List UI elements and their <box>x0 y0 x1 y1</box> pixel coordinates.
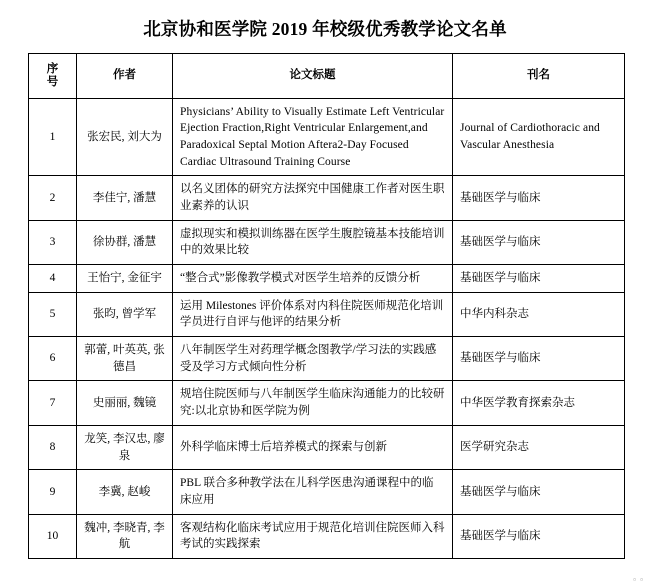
cell-index: 1 <box>29 98 77 176</box>
cell-author: 张宏民, 刘大为 <box>77 98 173 176</box>
cell-journal: 医学研究杂志 <box>453 425 625 469</box>
cell-author: 龙笑, 李汉忠, 廖泉 <box>77 425 173 469</box>
cell-index: 4 <box>29 265 77 293</box>
cell-paper-title: “整合式”影像教学模式对医学生培养的反馈分析 <box>173 265 453 293</box>
cell-author: 王怡宁, 金征宇 <box>77 265 173 293</box>
table-header <box>29 53 625 98</box>
column-header-index-line1: 序 <box>46 62 59 75</box>
cell-journal: 中华内科杂志 <box>453 292 625 336</box>
cell-paper-title: PBL 联合多种教学法在儿科学医患沟通课程中的临床应用 <box>173 470 453 514</box>
table-row <box>29 98 625 176</box>
cell-index: 5 <box>29 292 77 336</box>
cell-index: 6 <box>29 337 77 381</box>
cell-paper-title: Physicians’ Ability to Visually Estimate Left Ventricular Ejection Fraction,Right Ventricular Enlargement,and Paradoxical Septal Motion Aftera2-Day Focused Cardiac Ultrasound Training Course <box>173 98 453 176</box>
cell-index: 9 <box>29 470 77 514</box>
cell-index: 8 <box>29 425 77 469</box>
cell-journal: 基础医学与临床 <box>453 470 625 514</box>
cell-paper-title: 规培住院医师与八年制医学生临床沟通能力的比较研究:以北京协和医学院为例 <box>173 381 453 425</box>
cell-index: 10 <box>29 514 77 558</box>
table-row <box>29 381 625 425</box>
cell-author: 徐协群, 潘慧 <box>77 220 173 264</box>
column-header-index <box>29 53 77 98</box>
cell-journal: 基础医学与临床 <box>453 176 625 220</box>
cell-journal: 中华医学教育探索杂志 <box>453 381 625 425</box>
column-header-index-line2: 号 <box>46 75 59 88</box>
cell-journal: 基础医学与临床 <box>453 337 625 381</box>
cell-author: 史丽丽, 魏镜 <box>77 381 173 425</box>
cell-paper-title: 虚拟现实和模拟训练器在医学生腹腔镜基本技能培训中的效果比较 <box>173 220 453 264</box>
cell-index: 2 <box>29 176 77 220</box>
cell-paper-title: 外科学临床博士后培养模式的探索与创新 <box>173 425 453 469</box>
page-corner-mark: ▫ ▫ <box>633 575 644 584</box>
table-row <box>29 265 625 293</box>
cell-author: 李佳宁, 潘慧 <box>77 176 173 220</box>
table-row <box>29 176 625 220</box>
cell-index: 3 <box>29 220 77 264</box>
cell-journal: 基础医学与临床 <box>453 514 625 558</box>
cell-paper-title: 八年制医学生对药理学概念图教学/学习法的实践感受及学习方式倾向性分析 <box>173 337 453 381</box>
cell-journal: 基础医学与临床 <box>453 265 625 293</box>
table-row <box>29 425 625 469</box>
table-body <box>29 98 625 558</box>
table-row <box>29 337 625 381</box>
papers-table <box>28 53 625 559</box>
cell-journal: Journal of Cardiothoracic and Vascular Anesthesia <box>453 98 625 176</box>
column-header-journal: 刊名 <box>453 53 625 98</box>
cell-author: 张昀, 曾学军 <box>77 292 173 336</box>
cell-index: 7 <box>29 381 77 425</box>
cell-paper-title: 以名义团体的研究方法探究中国健康工作者对医生职业素养的认识 <box>173 176 453 220</box>
cell-author: 李冀, 赵峻 <box>77 470 173 514</box>
cell-paper-title: 运用 Milestones 评价体系对内科住院医师规范化培训学员进行自评与他评的结果分析 <box>173 292 453 336</box>
column-header-author: 作者 <box>77 53 173 98</box>
cell-journal: 基础医学与临床 <box>453 220 625 264</box>
table-header-row <box>29 53 625 98</box>
table-row <box>29 514 625 558</box>
cell-author: 郭蕾, 叶英英, 张德昌 <box>77 337 173 381</box>
cell-paper-title: 客观结构化临床考试应用于规范化培训住院医师入科考试的实践探索 <box>173 514 453 558</box>
column-header-paper-title: 论文标题 <box>173 53 453 98</box>
table-row <box>29 220 625 264</box>
page-title: 北京协和医学院 2019 年校级优秀教学论文名单 <box>143 19 507 39</box>
cell-author: 魏冲, 李晓青, 李航 <box>77 514 173 558</box>
table-row <box>29 470 625 514</box>
table-row <box>29 292 625 336</box>
